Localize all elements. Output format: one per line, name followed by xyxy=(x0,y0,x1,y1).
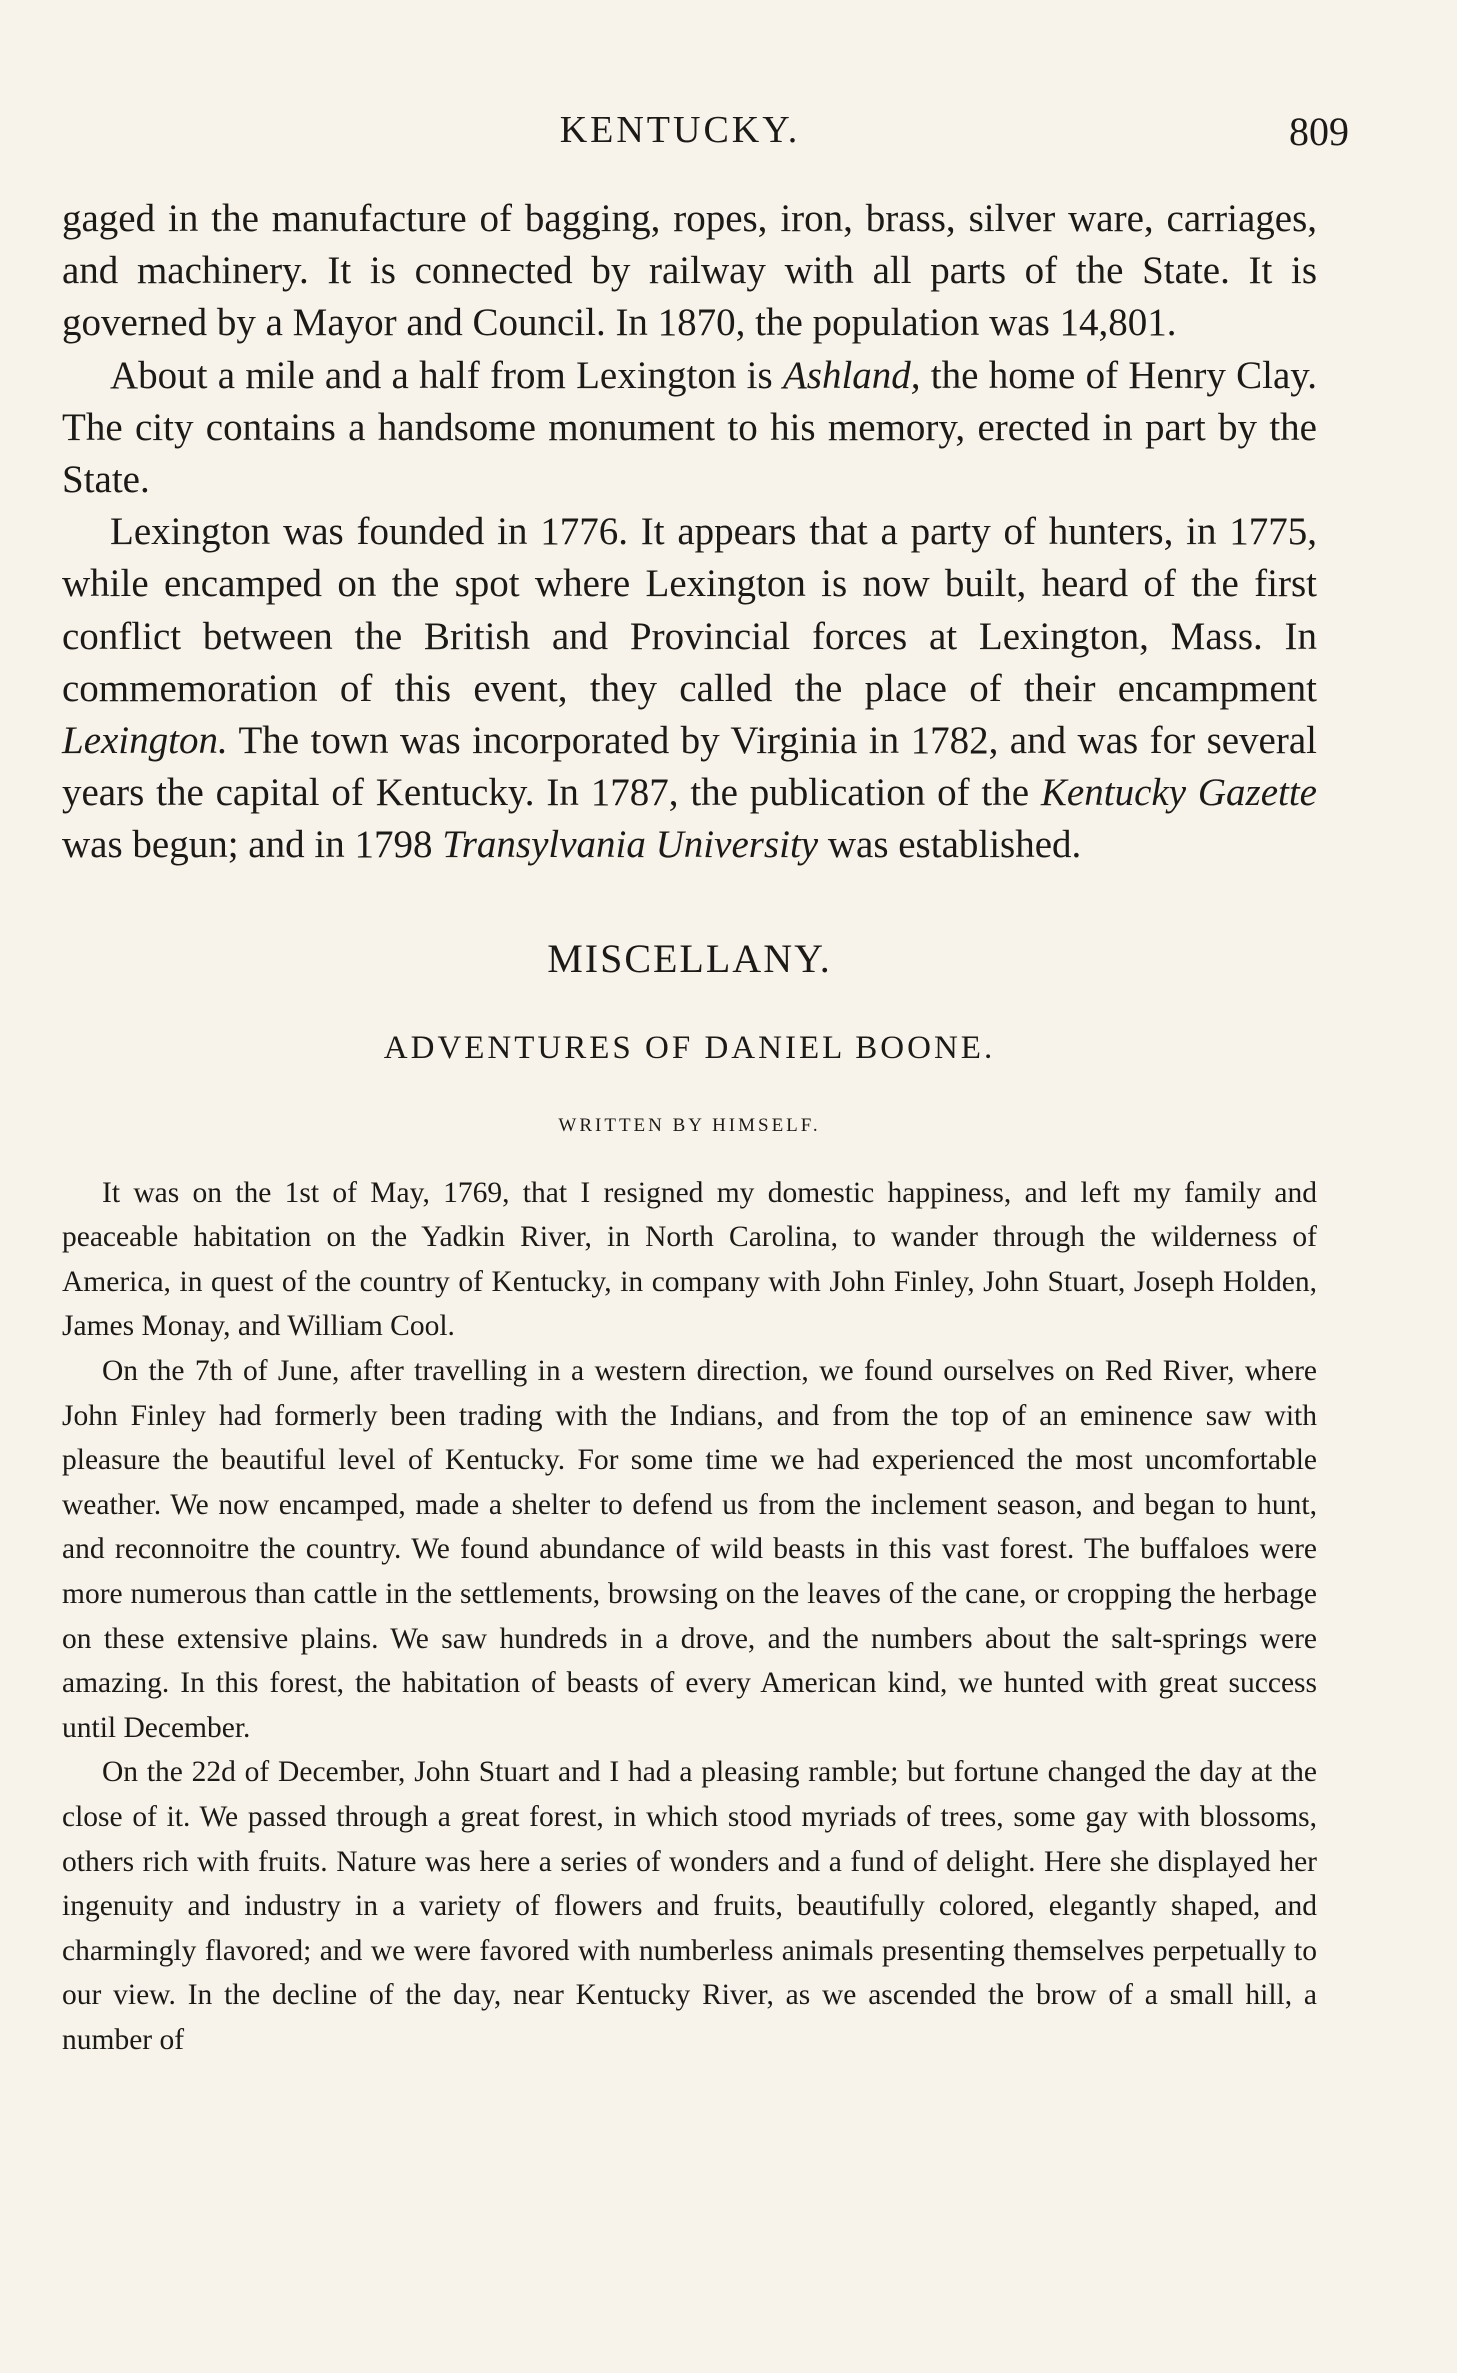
narrative-section xyxy=(62,1171,1317,2063)
italic-institution-name: Transylvania University xyxy=(442,823,819,867)
paragraph-text: gaged in the manufacture of bagging, ropes, iron, brass, silver ware, carriages, and machinery. It is connected by railway with all parts of the State. It is governed by a Mayor and Council. In 1870, the population was 14,801. xyxy=(62,197,1317,345)
paragraph-text: The town was incorporated by Virginia in 1782, and was for several years the capital of Kentucky. In 1787, the publication of the xyxy=(62,719,1317,815)
chapter-heading: ADVENTURES OF DANIEL BOONE. xyxy=(383,1029,996,1066)
intro-paragraph xyxy=(62,193,1317,350)
paragraph-text: Lexington was founded in 1776. It appears that a party of hunters, in 1775, while encamped on the spot where Lexington is now built, heard of the first conflict between the British and Provincial forces at Lexington, Mass. In commemoration of this event, they called the place of their encampment xyxy=(62,510,1317,710)
running-head-title: KENTUCKY. xyxy=(559,109,801,151)
narrative-paragraph: On the 7th of June, after travelling in a western direction, we found ourselves on Red River, where John Finley had formerly been trading with the Indians, and from the top of an eminence saw with pleasure the beautiful level of Kentucky. For some time we had experienced the most uncomfortable weather. We now encamped, made a shelter to defend us from the inclement season, and began to hunt, and reconnoitre the country. We found abundance of wild beasts in this vast forest. The buffaloes were more numerous than cattle in the settlements, browsing on the leaves of the cane, or cropping the herbage on these extensive plains. We saw hundreds in a drove, and the numbers about the salt-springs were amazing. In this forest, the habitation of beasts of every American kind, we hunted with great success until December. xyxy=(62,1355,1317,1744)
page-number: 809 xyxy=(1289,109,1349,154)
italic-place-name: Ashland, xyxy=(782,353,921,397)
narrative-paragraph: It was on the 1st of May, 1769, that I resigned my domestic happiness, and left my family and peaceable habitation on the Yadkin River, in North Carolina, to wander through the wilderness of America, in quest of the country of Kentucky, in company with John Finley, John Stuart, Joseph Holden, James Monay, and William Cool. xyxy=(62,1176,1317,1343)
paragraph-text: the home of Henry Clay. The city contains a handsome monument to his memory, erected in part by the State. xyxy=(62,353,1317,502)
page-body xyxy=(62,193,1317,2063)
intro-paragraph xyxy=(62,506,1317,871)
paragraph-text: was established. xyxy=(818,823,1082,867)
italic-publication-name: Kentucky Gazette xyxy=(1040,771,1317,815)
intro-section xyxy=(62,193,1317,872)
paragraph-text: was begun; and in 1798 xyxy=(62,823,443,867)
byline: WRITTEN BY HIMSELF. xyxy=(558,1114,821,1136)
running-head xyxy=(0,108,1457,158)
section-heading: MISCELLANY. xyxy=(547,935,832,981)
paragraph-text: About a mile and a half from Lexington is xyxy=(110,353,783,397)
intro-paragraph xyxy=(62,350,1317,507)
narrative-paragraph: On the 22d of December, John Stuart and I had a pleasing ramble; but fortune changed the day at the close of it. We passed through a great forest, in which stood myriads of trees, some gay with blossoms, others rich with fruits. Nature was here a series of wonders and a fund of delight. Here she displayed her ingenuity and industry in a variety of flowers and fruits, beautifully colored, elegantly shaped, and charmingly flavored; and we were favored with numberless animals presenting themselves perpetually to our view. In the decline of the day, near Kentucky River, as we ascended the brow of a small hill, a number of xyxy=(62,1756,1317,2056)
italic-place-name: Lexington. xyxy=(62,719,228,763)
